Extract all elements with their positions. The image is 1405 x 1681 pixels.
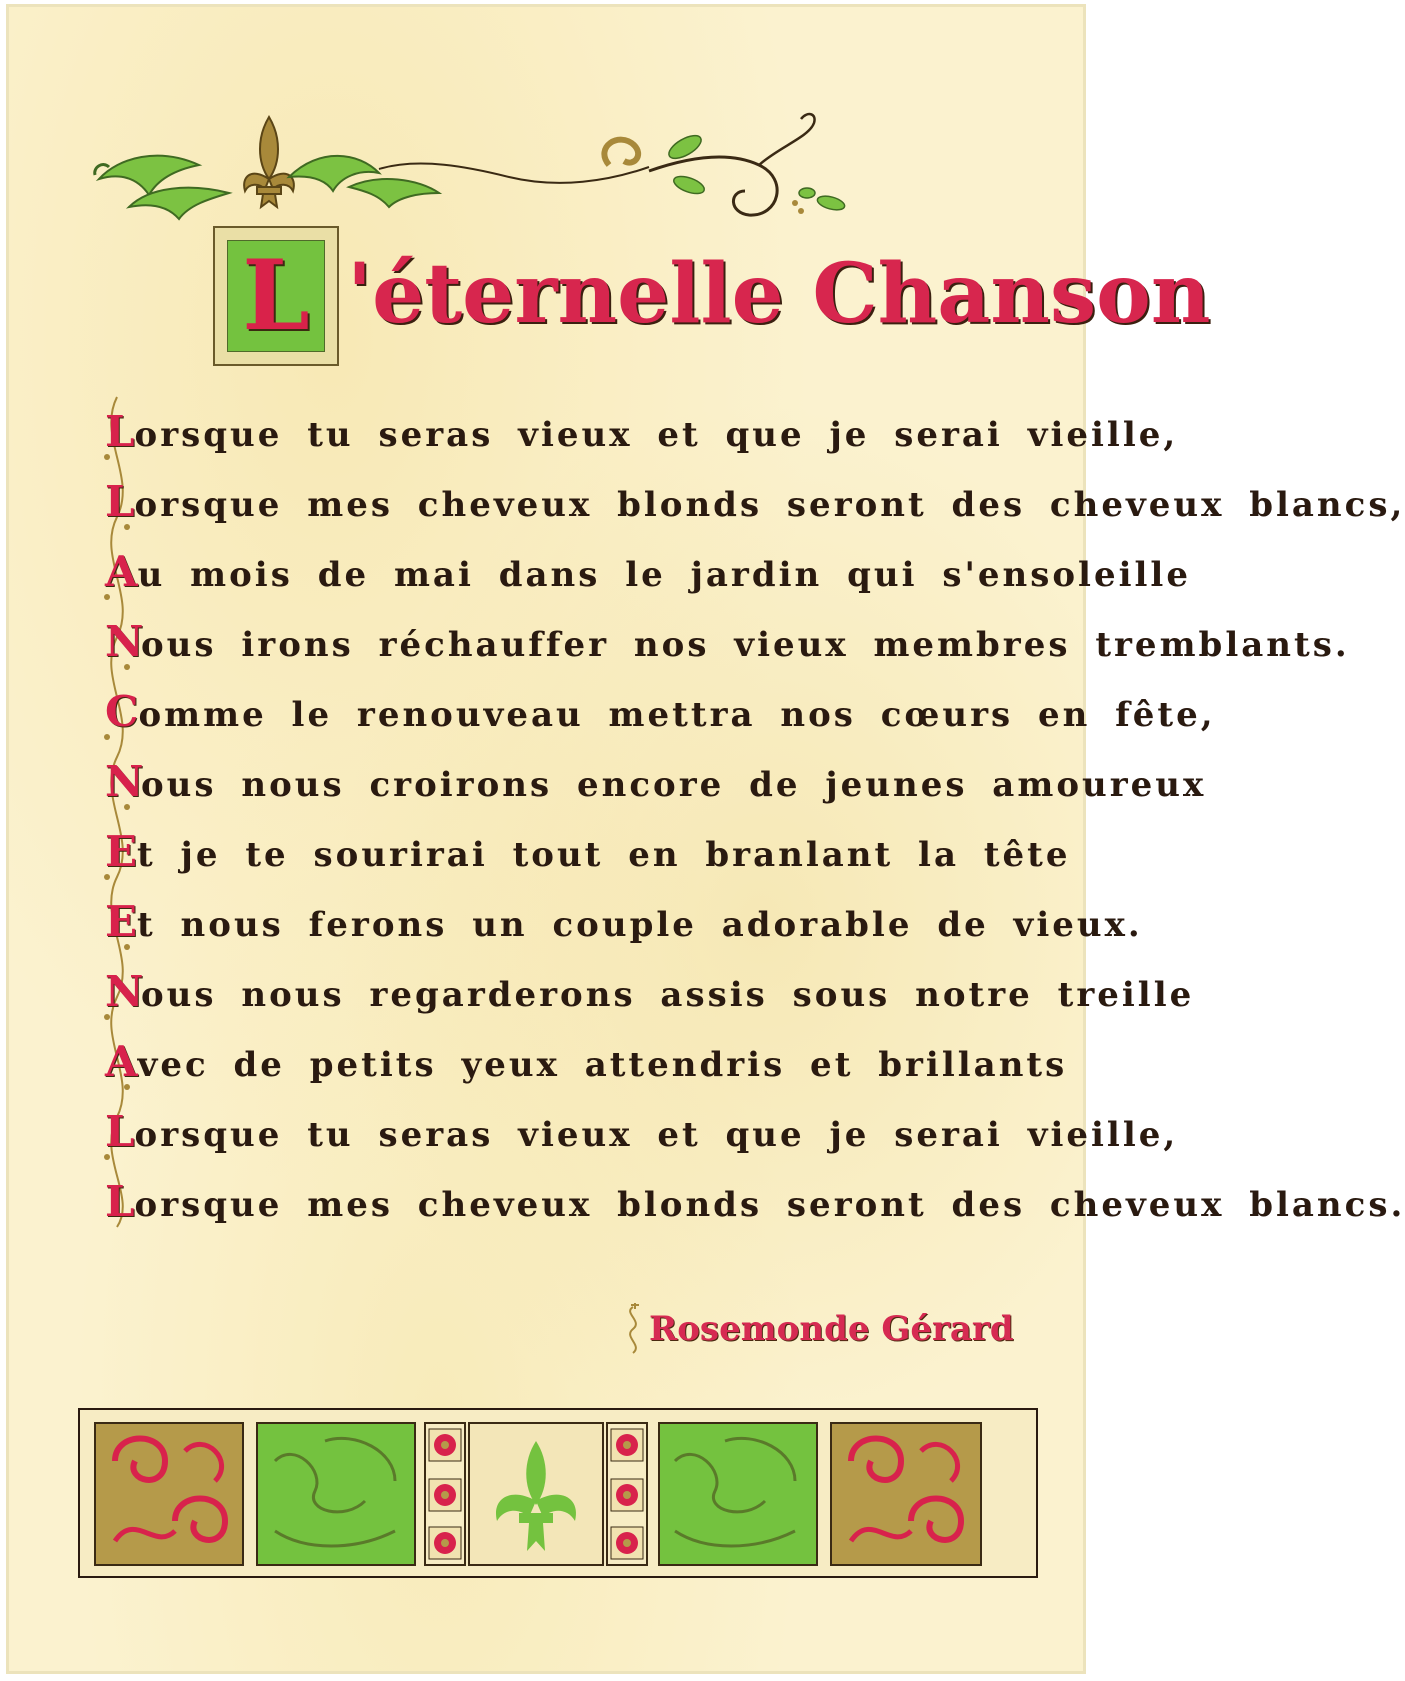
scroll-swirl-icon: [604, 114, 814, 215]
line-initial: N: [105, 757, 144, 806]
poem-line: [105, 1107, 1179, 1167]
poem-line: [105, 967, 1195, 1027]
line-initial: L: [105, 477, 135, 526]
line-text: t nous ferons un couple adorable de vieux.: [137, 905, 1143, 945]
line-initial: E: [105, 827, 138, 876]
line-text: ous nous croirons encore de jeunes amoureux: [141, 765, 1207, 805]
fleur-de-lis-icon: [244, 117, 294, 207]
poem-line: [105, 757, 1207, 817]
line-initial: N: [105, 967, 144, 1016]
line-initial: A: [105, 1037, 138, 1086]
line-initial: L: [105, 407, 135, 456]
poem-line: [105, 827, 1071, 887]
page-title: 'éternelle Chanson: [347, 246, 1211, 342]
line-initial: L: [105, 1177, 135, 1226]
line-text: omme le renouveau mettra nos cœurs en fête,: [138, 695, 1216, 735]
footer-ornament-band: [75, 1401, 1041, 1587]
line-text: vec de petits yeux attendris et brillants: [137, 1045, 1068, 1085]
title-initial-box: [213, 226, 339, 366]
line-text: t je te sourirai tout en branlant la tête: [137, 835, 1071, 875]
line-initial: C: [105, 687, 139, 736]
scroll-tile-icon: [95, 1423, 243, 1565]
poem-line: [105, 547, 1191, 607]
poem-line: [105, 687, 1216, 747]
green-tile-icon: [257, 1423, 415, 1565]
line-text: u mois de mai dans le jardin qui s'ensoleille: [137, 555, 1191, 595]
poem-line: [105, 477, 1405, 537]
fleur-de-lis-icon: [469, 1423, 603, 1565]
poem-line: [105, 1177, 1405, 1237]
signature-flourish-icon: [613, 1303, 653, 1363]
line-initial: N: [105, 617, 144, 666]
title-initial-panel: [227, 240, 325, 352]
poem-line: [105, 897, 1143, 957]
acanthus-leaf-icon: [95, 156, 229, 219]
signature-text: Rosemonde Gérard: [649, 1309, 1014, 1349]
title-initial-letter: L: [242, 239, 310, 352]
line-text: orsque mes cheveux blonds seront des cheveux blancs.: [134, 1185, 1405, 1225]
header-ornament: [89, 107, 909, 237]
line-initial: L: [105, 1107, 135, 1156]
scroll-tile-icon: [831, 1423, 981, 1565]
poem-line: [105, 1037, 1068, 1097]
poem-line: [105, 407, 1179, 467]
line-initial: A: [105, 547, 138, 596]
line-text: ous irons réchauffer nos vieux membres tremblants.: [141, 625, 1350, 665]
signature: [613, 1303, 1014, 1363]
line-text: orsque tu seras vieux et que je serai vieille,: [134, 415, 1179, 455]
postcard: [6, 4, 1405, 1674]
flower-tile-icon: [425, 1423, 465, 1565]
flower-tile-icon: [607, 1423, 647, 1565]
line-initial: E: [105, 897, 138, 946]
line-text: orsque tu seras vieux et que je serai vieille,: [134, 1115, 1179, 1155]
line-text: ous nous regarderons assis sous notre treille: [141, 975, 1195, 1015]
line-text: orsque mes cheveux blonds seront des cheveux blancs,: [134, 485, 1405, 525]
green-tile-icon: [659, 1423, 817, 1565]
poem-line: [105, 617, 1350, 677]
